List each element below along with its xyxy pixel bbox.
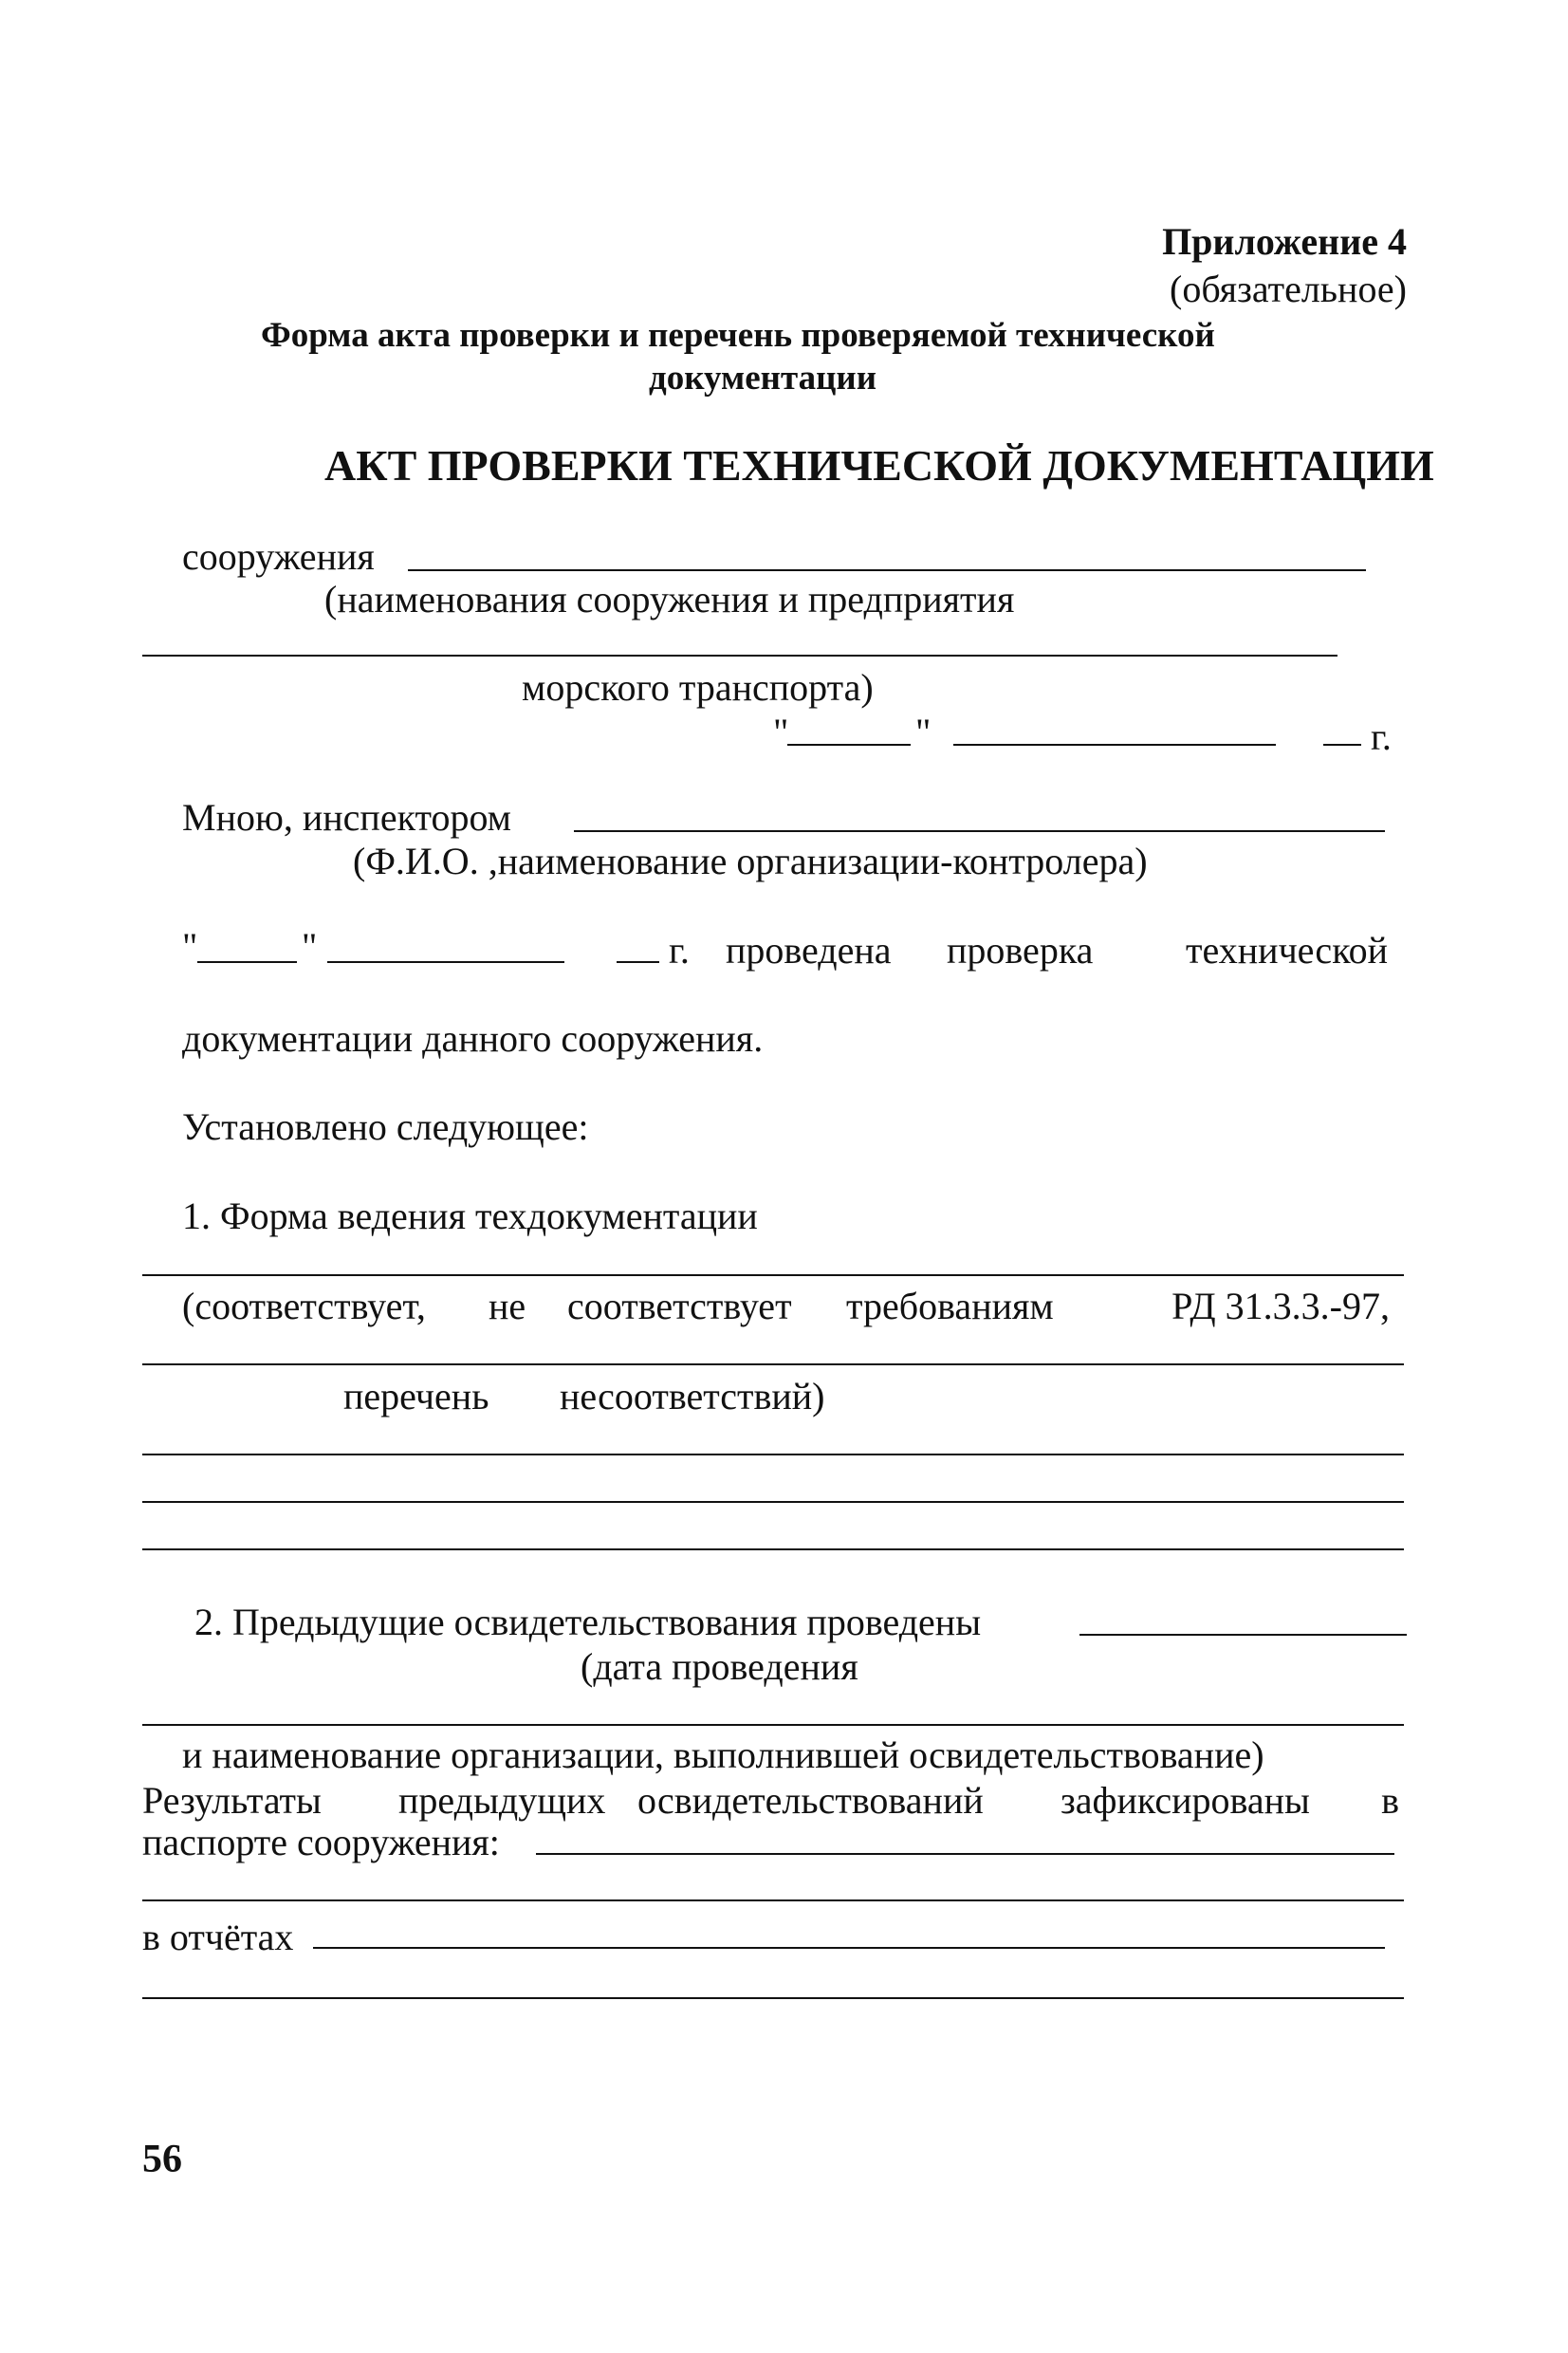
item1-word-rd: РД 31.3.3.-97, [1171, 1285, 1390, 1327]
passport-line [536, 1853, 1394, 1855]
item2-hint-2: и наименование организации, выполнившей освидетельствование) [182, 1733, 1264, 1776]
date-quote-close: " [915, 711, 932, 753]
facility-name-line [408, 569, 1366, 571]
passport-label: паспорте сооружения: [142, 1821, 500, 1863]
item1-line-3 [142, 1454, 1404, 1455]
check-date-day-line [197, 961, 297, 963]
form-title-line2: документации [649, 359, 877, 398]
check-date-quote-open: " [182, 925, 198, 968]
item1-word-complies-2: соответствует [567, 1285, 792, 1327]
check-word-conducted: проведена [726, 929, 892, 972]
appendix-status: (обязательное) [1170, 268, 1407, 310]
date-quote-open: " [773, 711, 789, 753]
item1-word-requirements: требованиям [846, 1285, 1054, 1327]
check-date-month-line [327, 961, 564, 963]
facility-hint-2: морского транспорта) [522, 666, 874, 709]
facility-hint-1: (наименования сооружения и предприятия [324, 578, 1015, 621]
date-year-suffix: г. [1371, 715, 1392, 758]
facility-name-line-2 [142, 655, 1337, 657]
appendix-label: Приложение 4 [1162, 220, 1407, 263]
date-day-line [787, 744, 911, 746]
item2-date-line [1079, 1634, 1407, 1636]
date-year-line [1323, 744, 1361, 746]
act-title: АКТ ПРОВЕРКИ ТЕХНИЧЕСКОЙ ДОКУМЕНТАЦИИ [324, 441, 1434, 490]
item2-word-surveys: освидетельствований [637, 1779, 984, 1822]
item1-line-2 [142, 1363, 1404, 1365]
check-line-2: документации данного сооружения. [182, 1017, 764, 1060]
check-word-check: проверка [947, 929, 1094, 972]
item1-title: 1. Форма ведения техдокументации [182, 1195, 758, 1237]
facility-label: сооружения [182, 535, 375, 578]
check-word-technical: технической [1186, 929, 1388, 972]
form-title-line1: Форма акта проверки и перечень проверяемой технической [261, 316, 1215, 355]
item1-line-1 [142, 1274, 1404, 1276]
item2-line-1 [142, 1724, 1404, 1726]
check-word-g: г. [669, 929, 690, 972]
inspector-name-line [574, 830, 1385, 832]
item2-word-recorded: зафиксированы [1061, 1779, 1310, 1822]
check-date-quote-close: " [302, 925, 318, 968]
item1-word-not: не [489, 1285, 526, 1327]
item2-title: 2. Предыдущие освидетельствования проведены [194, 1601, 982, 1643]
item1-line-4 [142, 1501, 1404, 1503]
reports-line [313, 1947, 1385, 1949]
item1-word-complies: (соответствует, [182, 1285, 426, 1327]
check-date-year-line [617, 961, 659, 963]
passport-line-2 [142, 1899, 1404, 1901]
item1-word-nonconf: несоответствий) [560, 1375, 825, 1417]
item1-line-5 [142, 1548, 1404, 1550]
item2-word-results: Результаты [142, 1779, 322, 1822]
item2-word-in: в [1381, 1779, 1399, 1822]
inspector-hint: (Ф.И.О. ,наименование организации-контролера) [353, 840, 1148, 882]
item2-hint-1: (дата проведения [581, 1645, 858, 1688]
page-number: 56 [142, 2138, 182, 2181]
reports-line-2 [142, 1997, 1404, 1999]
reports-label: в отчётах [142, 1916, 294, 1958]
inspector-label: Мною, инспектором [182, 796, 511, 839]
established-heading: Установлено следующее: [182, 1105, 589, 1148]
item1-word-list: перечень [343, 1375, 489, 1417]
date-month-line [953, 744, 1276, 746]
item2-word-previous: предыдущих [398, 1779, 606, 1822]
